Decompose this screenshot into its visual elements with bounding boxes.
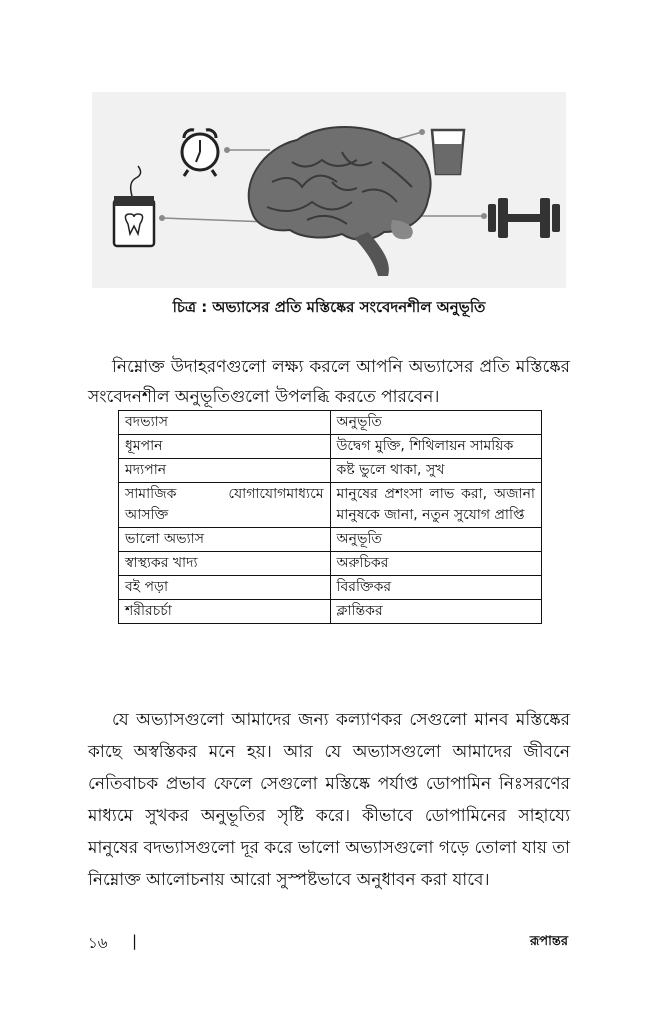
table-cell: সামাজিক যোগাযোগমাধ্যমে আসক্তি: [119, 483, 331, 528]
table-row: [119, 435, 542, 459]
table-cell: উদ্বেগ মুক্তি, শিথিলায়ন সাময়িক: [330, 435, 542, 459]
book-title: রূপান্তর: [529, 934, 568, 949]
table-cell: বিরক্তিকর: [330, 576, 542, 600]
table-cell: বদভ্যাস: [119, 411, 331, 435]
footer-separator: |: [132, 932, 138, 950]
figure-illustration: [92, 92, 566, 288]
alarm-clock-icon: [182, 130, 218, 176]
table-cell: অনুভূতি: [330, 411, 542, 435]
table-cell: ভালো অভ্যাস: [119, 528, 331, 552]
dumbbell-icon: [488, 198, 560, 238]
closing-paragraph-text: যে অভ্যাসগুলো আমাদের জন্য কল্যাণকর সেগুলো মানব মস্তিষ্কের কাছে অস্বস্তিকর মনে হয়। আর যে অভ্যাসগুলো আমাদের জীবনে নেতিবাচক প্রভাব ফেলে সেগুলো মস্তিষ্কে পর্যাপ্ত ডোপামিন নিঃসরণের মাধ্যমে সুখকর অনুভূতির সৃষ্টি করে। কীভাবে ডোপামিনের সাহায্যে মানুষের বদভ্যাসগুলো দূর করে ভালো অভ্যাসগুলো গড়ে তোলা যায় তা নিম্নোক্ত আলোচনায় আরো সুস্পষ্টভাবে অনুধাবন করা যাবে।: [88, 710, 570, 890]
habits-feelings-table: [118, 410, 542, 624]
table-cell: বই পড়া: [119, 576, 331, 600]
closing-paragraph: [88, 704, 570, 896]
brain-habits-figure: [92, 92, 566, 288]
table-row: [119, 459, 542, 483]
table-cell: মানুষের প্রশংসা লাভ করা, অজানা মানুষকে জানা, নতুন সুযোগ প্রাপ্তি: [330, 483, 542, 528]
intro-paragraph-text: নিম্নোক্ত উদাহরণগুলো লক্ষ্য করলে আপনি অভ্যাসের প্রতি মস্তিষ্কের সংবেদনশীল অনুভূতিগুলো উপলব্ধি করতে পারবেন।: [88, 357, 570, 407]
table-row: [119, 576, 542, 600]
table-cell: কষ্ট ভুলে থাকা, সুখ: [330, 459, 542, 483]
glass-icon: [432, 130, 464, 174]
table-cell: অরুচিকর: [330, 552, 542, 576]
figure-caption: চিত্র : অভ্যাসের প্রতি মস্তিষ্কের সংবেদনশীল অনুভূতি: [172, 298, 486, 316]
floss-icon: [114, 166, 154, 246]
table-cell: ধূমপান: [119, 435, 331, 459]
intro-paragraph: [88, 352, 570, 412]
table-cell: মদ্যপান: [119, 459, 331, 483]
table-row: [119, 528, 542, 552]
table-row: [119, 552, 542, 576]
page-number: ১৬: [88, 934, 108, 952]
table-cell: ক্লান্তিকর: [330, 600, 542, 624]
table-cell: শরীরচর্চা: [119, 600, 331, 624]
table-row: [119, 411, 542, 435]
table-row: [119, 483, 542, 528]
table-row: [119, 600, 542, 624]
brain-icon: [249, 127, 431, 276]
table-cell: স্বাস্থ্যকর খাদ্য: [119, 552, 331, 576]
table-cell: অনুভূতি: [330, 528, 542, 552]
